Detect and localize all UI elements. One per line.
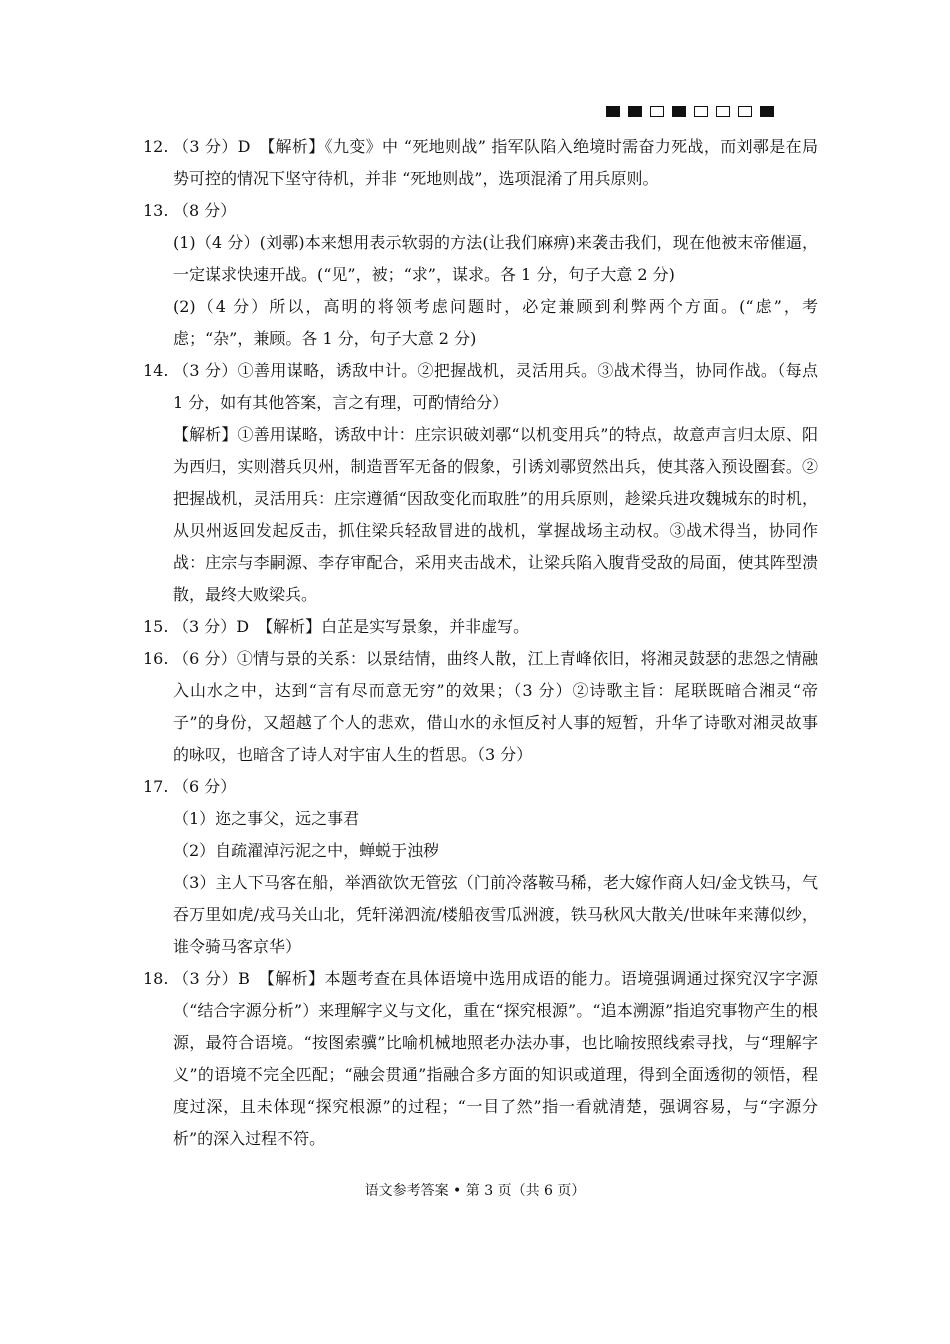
answer-text: （3 分）①善用谋略，诱敌中计。②把握战机，灵活用兵。③战术得当，协同作战。（每点 1 分，如有其他答案，言之有理，可酌情给分） bbox=[173, 361, 818, 412]
question-number: 18. bbox=[143, 969, 169, 988]
question-number: 14. bbox=[143, 361, 169, 380]
subpart-1: （1）迩之事父，远之事君 bbox=[173, 809, 360, 828]
subpart-1: (1)（4 分）(刘鄩)本来想用表示软弱的方法(让我们麻痹)来袭击我们，现在他被末帝催逼，一定谋求快速开战。(“见”，被；“求”，谋求。各 1 分，句子大意 2 分) bbox=[173, 233, 818, 284]
subpart-2: (2)（4 分）所以，高明的将领考虑问题时，必定兼顾到利弊两个方面。(“虑”，考虑；“杂”，兼顾。各 1 分，句子大意 2 分) bbox=[173, 297, 818, 348]
question-14 bbox=[143, 355, 818, 419]
question-17-subparts bbox=[143, 803, 818, 963]
mark-empty bbox=[716, 106, 730, 117]
question-13 bbox=[143, 195, 818, 227]
mark-filled bbox=[628, 106, 642, 117]
question-number: 16. bbox=[143, 649, 169, 668]
answer-head: （8 分） bbox=[173, 201, 237, 220]
subpart-3: （3）主人下马客在船，举酒欲饮无管弦（门前冷落鞍马稀，老大嫁作商人妇/金戈铁马，气吞万里如虎/戎马关山北，凭轩涕泗流/楼船夜雪瓜洲渡，铁马秋风大散关/世味年来薄似纱，谁令骑马客京华） bbox=[173, 873, 818, 956]
answer-text: （3 分）D 【解析】《九变》中 “死地则战” 指军队陷入绝境时需奋力死战，而刘鄩是在局势可控的情况下坚守待机，并非 “死地则战”，选项混淆了用兵原则。 bbox=[173, 137, 818, 188]
mark-empty bbox=[650, 106, 664, 117]
answer-head: （6 分） bbox=[173, 777, 237, 796]
question-15 bbox=[143, 611, 818, 643]
answer-content bbox=[143, 131, 818, 1155]
question-14-analysis bbox=[143, 419, 818, 611]
mark-empty bbox=[738, 106, 752, 117]
analysis-text: 【解析】①善用谋略，诱敌中计：庄宗识破刘鄩“以机变用兵”的特点，故意声言归太原、阳为西归，实则潜兵贝州，制造晋军无备的假象，引诱刘鄩贸然出兵，使其落入预设圈套。②把握战机，灵活用兵：庄宗遵循“因敌变化而取胜”的用兵原则，趁梁兵进攻魏城东的时机，从贝州返回发起反击，抓住梁兵轻敌冒进的战机，掌握战场主动权。③战术得当，协同作战：庄宗与李嗣源、李存审配合，采用夹击战术，让梁兵陷入腹背受敌的局面，使其阵型溃散，最终大败梁兵。 bbox=[173, 425, 818, 604]
question-17 bbox=[143, 771, 818, 803]
question-number: 13. bbox=[143, 201, 169, 220]
question-13-subparts bbox=[143, 227, 818, 355]
question-18 bbox=[143, 963, 818, 1155]
mark-filled bbox=[606, 106, 620, 117]
mark-filled bbox=[760, 106, 774, 117]
subpart-2: （2）自疏濯淖污泥之中，蝉蜕于浊秽 bbox=[173, 841, 440, 860]
question-16 bbox=[143, 643, 818, 771]
answer-text: （3 分）B 【解析】本题考查在具体语境中选用成语的能力。语境强调通过探究汉字字源（“结合字源分析”）来理解字义与文化，重在“探究根源”。“追本溯源”指追究事物产生的根源，最符合语境。“按图索骥”比喻机械地照老办法办事，也比喻按照线索寻找，与“理解字义”的语境不完全匹配；“融会贯通”指融合多方面的知识或道理，得到全面透彻的领悟，程度过深，且未体现“探究根源”的过程；“一目了然”指一看就清楚，强调容易，与“字源分析”的深入过程不符。 bbox=[173, 969, 818, 1148]
mark-empty bbox=[694, 106, 708, 117]
answer-text: （3 分）D 【解析】白芷是实写景象，并非虚写。 bbox=[173, 617, 530, 636]
question-number: 15. bbox=[143, 617, 169, 636]
page-footer: 语文参考答案 • 第 3 页（共 6 页） bbox=[364, 1183, 586, 1199]
question-number: 17. bbox=[143, 777, 169, 796]
mark-filled bbox=[672, 106, 686, 117]
question-12 bbox=[143, 131, 818, 195]
answer-text: （6 分）①情与景的关系：以景结情，曲终人散，江上青峰依旧，将湘灵鼓瑟的悲怨之情融入山水之中，达到“言有尽而意无穷”的效果；（3 分）②诗歌主旨：尾联既暗合湘灵“帝子”的身份，又超越了个人的悲欢，借山水的永恒反衬人事的短暂，升华了诗歌对湘灵故事的咏叹，也暗含了诗人对宇宙人生的哲思。（3 分） bbox=[173, 649, 818, 764]
question-number: 12. bbox=[143, 137, 169, 156]
answer-marks bbox=[606, 106, 774, 117]
